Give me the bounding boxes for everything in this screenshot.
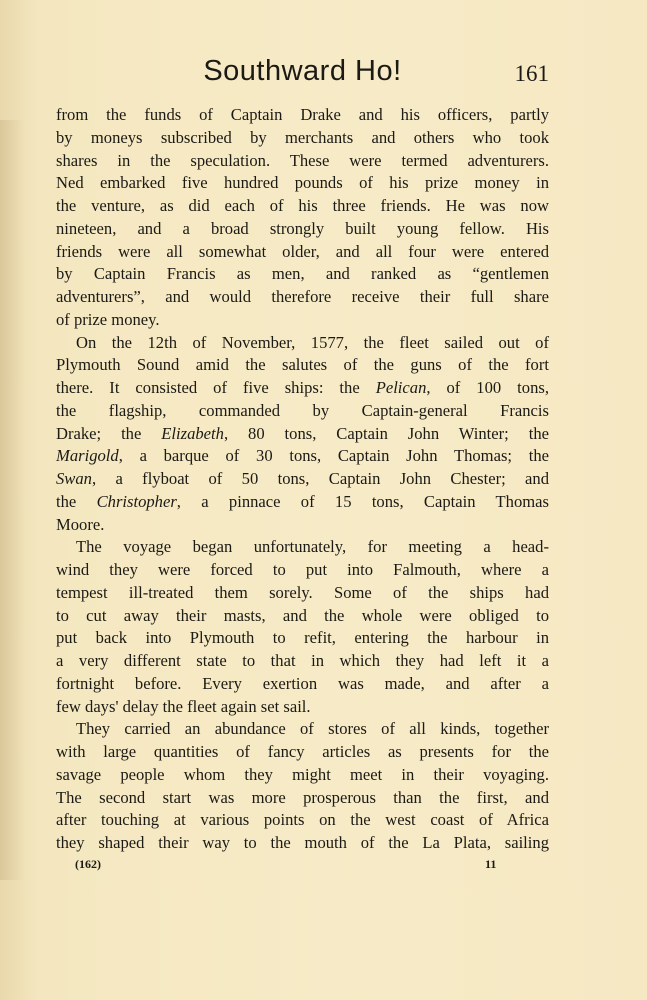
text-line: they shaped their way to the mouth of the La Plata, sailing — [56, 833, 549, 852]
text-line: from the funds of Captain Drake and his officers, partly — [56, 105, 549, 124]
text-line: friends were all somewhat older, and all four were entered — [56, 241, 549, 261]
page-number: 161 — [514, 61, 549, 86]
text-line: there. It consisted of five ships: the Pelican, of 100 tons, — [56, 378, 549, 397]
body-text — [56, 104, 549, 855]
text-line: savage people whom they might meet in their voyaging. — [56, 764, 549, 784]
text-line: with large quantities of fancy articles as presents for the — [56, 742, 549, 761]
text-line: They carried an abundance of stores of all kinds, together — [76, 719, 549, 739]
text-line: the Christopher, a pinnace of 15 tons, Captain Thomas — [56, 491, 549, 511]
text-line: a very different state to that in which they had left it a — [56, 651, 549, 670]
text-line: On the 12th of November, 1577, the fleet sailed out of — [76, 332, 549, 352]
text-line: few days' delay the fleet again set sail. — [56, 696, 311, 716]
text-line: Moore. — [56, 514, 105, 534]
text-line: the venture, as did each of his three friends. He was now — [56, 196, 549, 215]
text-line: of prize money. — [56, 309, 160, 329]
text-line: Plymouth Sound amid the salutes of the guns of the fort — [56, 355, 549, 375]
text-line: adventurers”, and would therefore receive their full share — [56, 287, 549, 306]
text-line: The second start was more prosperous than the first, and — [56, 787, 549, 807]
text-line: Swan, a flyboat of 50 tons, Captain John Chester; and — [56, 469, 549, 488]
footer-left-mark: (162) — [75, 857, 101, 871]
text-line: after touching at various points on the west coast of Africa — [56, 810, 549, 830]
text-line: to cut away their masts, and the whole were obliged to — [56, 605, 549, 625]
text-line: shares in the speculation. These were termed adventurers. — [56, 150, 549, 170]
text-line: tempest ill-treated them sorely. Some of the ships had — [56, 582, 549, 602]
page-title: Southward Ho! — [203, 55, 402, 87]
text-line: nineteen, and a broad strongly built young fellow. His — [56, 218, 549, 238]
text-line: The voyage began unfortunately, for meeting a head- — [76, 537, 549, 557]
text-line: Marigold, a barque of 30 tons, Captain John Thomas; the — [56, 446, 549, 466]
signature-mark: 11 — [485, 857, 497, 871]
page-gutter-shadow — [0, 120, 24, 880]
text-line: by Captain Francis as men, and ranked as “gentlemen — [56, 264, 549, 284]
text-line: fortnight before. Every exertion was made, and after a — [56, 673, 549, 693]
text-line: wind they were forced to put into Falmouth, where a — [56, 560, 549, 579]
text-line: put back into Plymouth to refit, entering the harbour in — [56, 628, 549, 648]
text-line: Drake; the Elizabeth, 80 tons, Captain John Winter; the — [56, 423, 549, 443]
page-footer — [75, 857, 505, 875]
text-line: the flagship, commanded by Captain-general Francis — [56, 400, 549, 420]
text-line: Ned embarked five hundred pounds of his prize money in — [56, 173, 549, 193]
text-line: by moneys subscribed by merchants and others who took — [56, 127, 549, 147]
running-head — [56, 55, 549, 95]
